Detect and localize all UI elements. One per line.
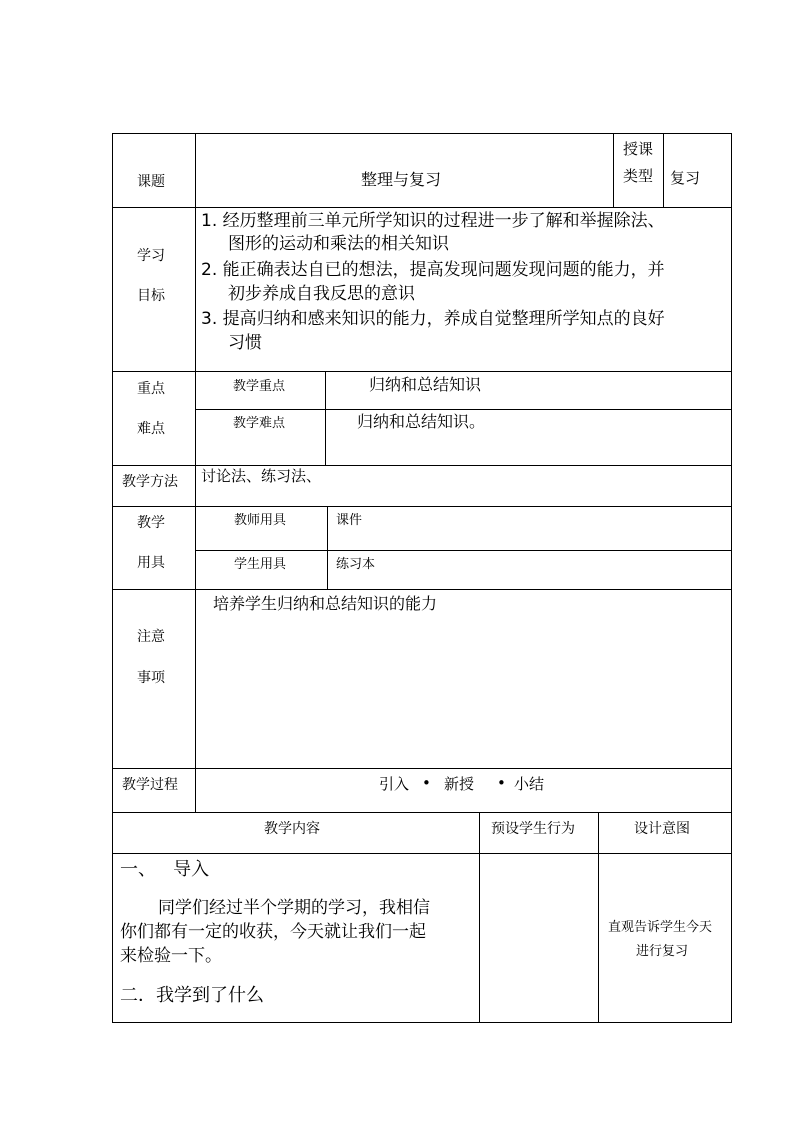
row-line xyxy=(112,768,732,769)
objective-item-2-line2: 初步养成自我反思的意识 xyxy=(228,284,415,304)
key-points-label-2: 难点 xyxy=(137,421,165,437)
teacher-tools-value: 课件 xyxy=(336,513,363,528)
bullet-icon: • xyxy=(422,774,431,792)
lesson-type-label-1: 授课 xyxy=(623,140,654,158)
table-border-bottom xyxy=(112,1022,732,1023)
notes-label-2: 事项 xyxy=(137,670,165,686)
header-content: 教学内容 xyxy=(264,821,320,837)
col-line xyxy=(327,506,328,590)
key-point-label: 教学重点 xyxy=(233,379,286,394)
col-line xyxy=(613,133,614,208)
row-line xyxy=(112,589,732,590)
design-intent-line-2: 进行复习 xyxy=(636,944,689,959)
col-line xyxy=(663,133,664,208)
process-label: 教学过程 xyxy=(122,777,178,793)
objective-item-2-line1: 2. 能正确表达自已的想法，提高发现问题发现问题的能力，并 xyxy=(201,260,665,280)
tools-label-2: 用具 xyxy=(137,555,165,571)
objective-item-1-line2: 图形的运动和乘法的相关知识 xyxy=(228,234,449,254)
header-student-behavior: 预设学生行为 xyxy=(491,821,575,837)
table-border-top xyxy=(112,133,732,134)
header-design-intent: 设计意图 xyxy=(634,821,690,837)
lesson-type-label-2: 类型 xyxy=(623,167,654,185)
process-step-summary: 小结 xyxy=(514,775,545,793)
topic-label: 课题 xyxy=(137,174,165,190)
topic-title: 整理与复习 xyxy=(361,170,442,189)
tools-label-1: 教学 xyxy=(137,515,165,531)
row-line xyxy=(112,853,732,854)
row-line xyxy=(112,207,732,208)
bullet-icon: • xyxy=(497,774,506,792)
row-line xyxy=(195,409,732,410)
paragraph-line-2: 你们都有一定的收获，今天就让我们一起 xyxy=(120,922,426,942)
section-heading-intro: 一、 导入 xyxy=(120,859,210,880)
process-step-intro: 引入 xyxy=(379,775,410,793)
key-points-label-1: 重点 xyxy=(137,381,165,397)
col-line xyxy=(325,371,326,466)
row-line xyxy=(112,465,732,466)
lesson-type-value: 复习 xyxy=(670,169,701,187)
col-line xyxy=(479,812,480,1023)
student-tools-label: 学生用具 xyxy=(234,557,287,572)
difficulty-value: 归纳和总结知识。 xyxy=(357,412,486,431)
col-line xyxy=(195,133,196,813)
col-line xyxy=(598,812,599,1023)
row-line xyxy=(112,506,732,507)
paragraph-line-3: 来检验一下。 xyxy=(120,946,222,966)
objective-item-3-line1: 3. 提高归纳和感来知识的能力，养成自觉整理所学知点的良好 xyxy=(201,309,665,329)
section-heading-learned: 二．我学到了什么 xyxy=(120,985,264,1006)
process-step-new: 新授 xyxy=(444,775,475,793)
table-border-left xyxy=(112,133,113,1023)
methods-label: 教学方法 xyxy=(122,474,178,490)
objectives-label-1: 学习 xyxy=(137,248,165,264)
notes-label-1: 注意 xyxy=(137,629,165,645)
student-tools-value: 练习本 xyxy=(336,557,376,572)
objectives-label-2: 目标 xyxy=(137,288,165,304)
notes-value: 培养学生归纳和总结知识的能力 xyxy=(213,594,438,613)
key-point-value: 归纳和总结知识 xyxy=(369,375,482,394)
methods-value: 讨论法、练习法、 xyxy=(201,467,322,485)
table-border-right xyxy=(731,133,732,1023)
objective-item-3-line2: 习惯 xyxy=(228,333,262,353)
paragraph-line-1: 同学们经过半个学期的学习，我相信 xyxy=(158,898,430,918)
row-line xyxy=(112,812,732,813)
objective-item-1-line1: 1. 经历整理前三单元所学知识的过程进一步了解和举握除法、 xyxy=(201,211,665,231)
difficulty-label: 教学难点 xyxy=(233,416,286,431)
design-intent-line-1: 直观告诉学生今天 xyxy=(608,920,713,935)
row-line xyxy=(195,550,732,551)
teacher-tools-label: 教师用具 xyxy=(234,513,287,528)
row-line xyxy=(112,371,732,372)
